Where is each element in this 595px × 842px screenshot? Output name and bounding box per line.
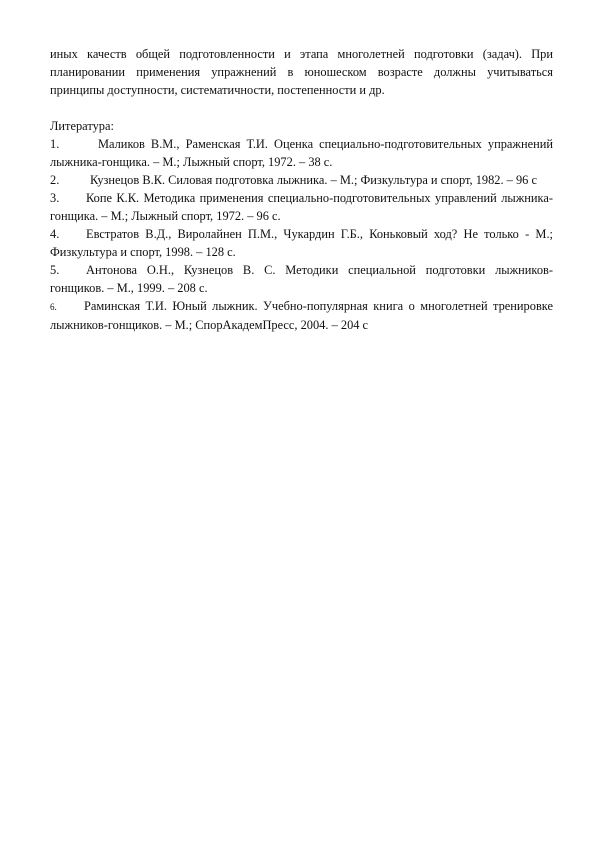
literature-item-number: 6. <box>50 302 57 312</box>
literature-item-text: Маликов В.М., Раменская Т.И. Оценка специально-подготовительных упражнений лыжника-гонщика. – М.; Лыжный спорт, 1972. – 38 с. <box>50 137 553 169</box>
literature-item <box>50 189 553 225</box>
literature-list <box>50 135 553 334</box>
document-page <box>50 45 553 334</box>
literature-item <box>50 171 553 189</box>
literature-item-number: 4. <box>50 227 60 241</box>
literature-item-text: Раминская Т.И. Юный лыжник. Учебно-популярная книга о многолетней тренировке лыжников-гонщиков. – М.; СпорАкадемПресс, 2004. – 204 с <box>50 299 553 332</box>
literature-item <box>50 261 553 297</box>
literature-item <box>50 297 553 334</box>
literature-item-number: 2. <box>50 173 60 187</box>
literature-item-number: 5. <box>50 263 60 277</box>
literature-item-number: 3. <box>50 191 60 205</box>
literature-item <box>50 135 553 171</box>
literature-item-text: Антонова О.Н., Кузнецов В. С. Методики специальной подготовки лыжников-гонщиков. – М., 1999. – 208 с. <box>50 263 553 295</box>
literature-heading: Литература: <box>50 119 114 133</box>
literature-item <box>50 225 553 261</box>
literature-item-text: Кузнецов В.К. Силовая подготовка лыжника. – М.; Физкультура и спорт, 1982. – 96 с <box>90 173 537 187</box>
literature-item-number: 1. <box>50 137 60 151</box>
intro-paragraph: иных качеств общей подготовленности и этапа многолетней подготовки (задач). При планировании применения упражнений в юношеском возрасте должны учитываться принципы доступности, систематичности, постепенности и др. <box>50 47 553 97</box>
literature-item-text: Копе К.К. Методика применения специально-подготовительных управлений лыжника-гонщика. – М.; Лыжный спорт, 1972. – 96 с. <box>50 191 553 223</box>
literature-item-text: Евстратов В.Д., Виролайнен П.М., Чукардин Г.Б., Коньковый ход? Не только - М.; Физкультура и спорт, 1998. – 128 с. <box>50 227 553 259</box>
